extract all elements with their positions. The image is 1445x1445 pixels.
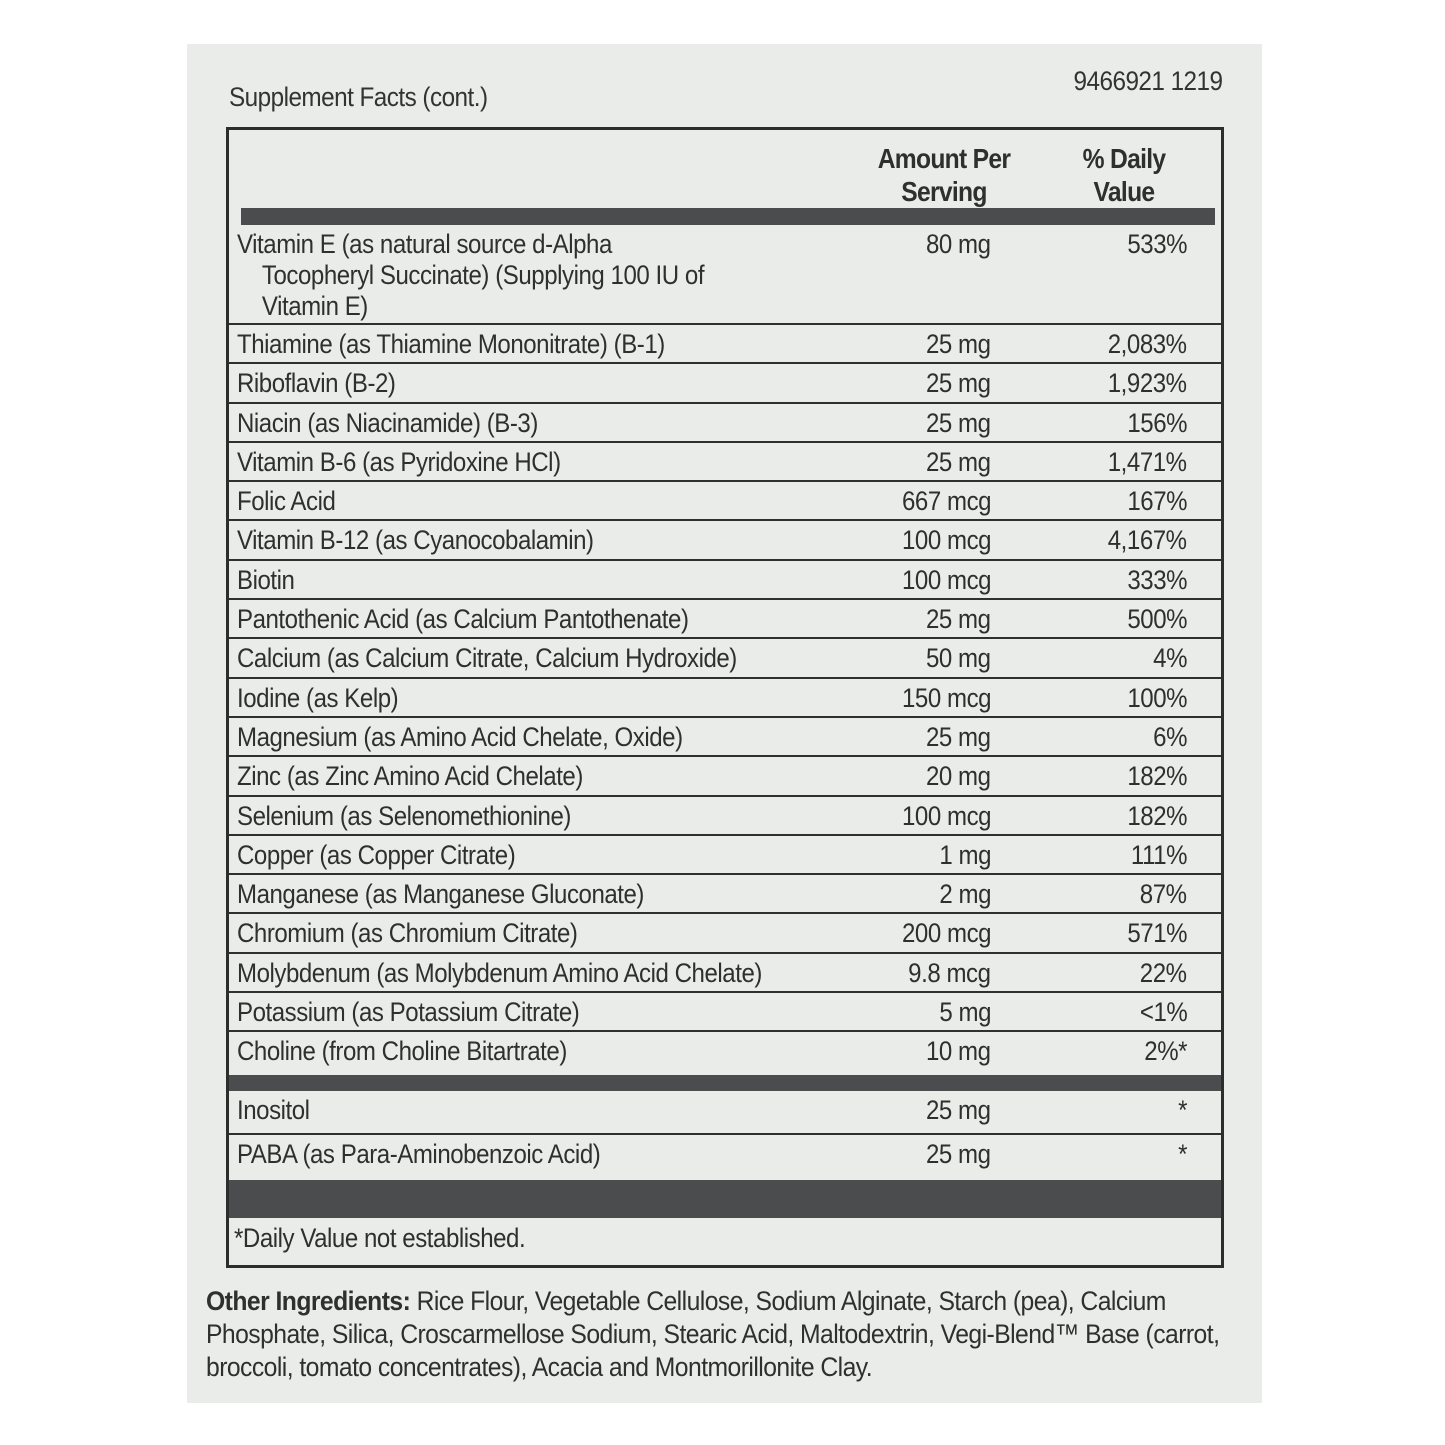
nutrient-name-line3: Vitamin E) bbox=[261, 291, 368, 321]
nutrient-name: PABA (as Para-Aminobenzoic Acid) bbox=[237, 1139, 601, 1169]
nutrient-name: Magnesium (as Amino Acid Chelate, Oxide) bbox=[237, 721, 683, 752]
table-row bbox=[229, 521, 1221, 560]
header-divider-bar bbox=[241, 208, 1215, 225]
nutrient-daily-value: 182% bbox=[1127, 800, 1187, 831]
nutrient-name: Iodine (as Kelp) bbox=[237, 682, 399, 713]
nutrient-daily-value: 156% bbox=[1127, 407, 1187, 438]
label-title: Supplement Facts (cont.) bbox=[229, 82, 488, 112]
table-row bbox=[229, 797, 1221, 836]
nutrient-name: Chromium (as Chromium Citrate) bbox=[237, 918, 578, 949]
nutrient-amount: 25 mg bbox=[926, 1095, 991, 1125]
nutrient-amount: 50 mg bbox=[926, 643, 991, 674]
nutrient-daily-value: 2%* bbox=[1144, 1036, 1187, 1067]
nutrient-amount: 1 mg bbox=[939, 839, 991, 870]
nutrient-name: Thiamine (as Thiamine Mononitrate) (B-1) bbox=[237, 329, 665, 359]
nutrient-amount: 25 mg bbox=[926, 604, 991, 635]
nutrient-name: Manganese (as Manganese Gluconate) bbox=[237, 879, 644, 910]
nutrient-amount: 25 mg bbox=[926, 368, 991, 399]
nutrient-daily-value: 6% bbox=[1153, 721, 1187, 752]
nutrient-name: Vitamin B-12 (as Cyanocobalamin) bbox=[237, 525, 594, 556]
nutrient-name: Choline (from Choline Bitartrate) bbox=[237, 1036, 567, 1067]
table-row bbox=[229, 914, 1221, 953]
other-ingredients-heading: Other Ingredients: bbox=[206, 1286, 411, 1316]
nutrient-daily-value: 4% bbox=[1153, 643, 1187, 674]
nutrient-name-line1: Vitamin E (as natural source d-Alpha bbox=[237, 229, 612, 259]
nutrient-amount: 25 mg bbox=[926, 1139, 991, 1169]
table-row bbox=[229, 325, 1221, 364]
nutrient-daily-value: 1,471% bbox=[1108, 446, 1187, 477]
table-row bbox=[229, 993, 1221, 1032]
nutrient-daily-value: 182% bbox=[1127, 761, 1187, 792]
nutrient-amount: 25 mg bbox=[926, 446, 991, 477]
nutrient-daily-value: 333% bbox=[1127, 564, 1187, 595]
nutrient-daily-value: 22% bbox=[1140, 957, 1187, 988]
nutrient-name: Zinc (as Zinc Amino Acid Chelate) bbox=[237, 761, 583, 792]
nutrient-amount: 25 mg bbox=[926, 407, 991, 438]
nutrient-daily-value: 100% bbox=[1127, 682, 1187, 713]
nutrient-amount: 100 mcg bbox=[901, 800, 991, 831]
other-ingredients bbox=[206, 1285, 1240, 1384]
footer-divider-bar bbox=[229, 1180, 1221, 1218]
table-row bbox=[229, 443, 1221, 482]
lot-code: 9466921 1219 bbox=[1073, 66, 1222, 96]
table-row bbox=[229, 1135, 1221, 1179]
column-header-amount-line1: Amount Per bbox=[877, 143, 1011, 174]
table-row bbox=[229, 718, 1221, 757]
nutrient-name-line2: Tocopheryl Succinate) (Supplying 100 IU of bbox=[261, 260, 705, 290]
table-row bbox=[229, 875, 1221, 914]
nutrient-amount: 150 mcg bbox=[901, 682, 991, 713]
nutrient-daily-value: * bbox=[1178, 1095, 1187, 1125]
nutrient-amount: 200 mcg bbox=[901, 918, 991, 949]
table-row bbox=[229, 225, 1221, 325]
nutrient-name: Vitamin B-6 (as Pyridoxine HCl) bbox=[237, 446, 561, 477]
nutrient-name: Molybdenum (as Molybdenum Amino Acid Chelate) bbox=[237, 957, 762, 988]
footnote: *Daily Value not established. bbox=[234, 1223, 526, 1253]
nutrient-name: Calcium (as Calcium Citrate, Calcium Hydroxide) bbox=[237, 643, 737, 674]
nutrient-rows bbox=[229, 225, 1221, 1072]
nutrient-name: Inositol bbox=[237, 1095, 310, 1125]
nutrient-amount: 9.8 mcg bbox=[908, 957, 991, 988]
nutrient-amount: 20 mg bbox=[926, 761, 991, 792]
column-header-amount-line2: Serving bbox=[901, 176, 987, 207]
nutrient-daily-value: 111% bbox=[1130, 839, 1187, 870]
column-header-dv-line1: % Daily bbox=[1082, 143, 1166, 174]
table-row bbox=[229, 364, 1221, 403]
column-header-dv-line2: Value bbox=[1093, 176, 1155, 207]
nutrient-name: Niacin (as Niacinamide) (B-3) bbox=[237, 407, 538, 438]
column-header-daily-value bbox=[1058, 142, 1190, 208]
nutrient-amount: 25 mg bbox=[926, 329, 991, 359]
nutrient-name: Folic Acid bbox=[237, 486, 336, 517]
other-ingredients-text: Rice Flour, Vegetable Cellulose, Sodium Alginate, Starch (pea), Calcium Phosphate, Silica, Croscarmellose Sodium, Stearic Acid, Maltodextrin, Vegi-Blend™ Base (carrot, broccoli, tomato concentrates), Acacia and Montmorillonite Clay. bbox=[206, 1286, 1220, 1382]
nutrient-amount: 5 mg bbox=[939, 997, 991, 1028]
supplement-facts-table bbox=[226, 127, 1224, 1268]
nutrient-daily-value: 167% bbox=[1127, 486, 1187, 517]
nutrient-name: Potassium (as Potassium Citrate) bbox=[237, 997, 580, 1028]
nutrient-amount: 2 mg bbox=[939, 879, 991, 910]
nutrient-name: Copper (as Copper Citrate) bbox=[237, 839, 516, 870]
nutrient-name: Selenium (as Selenomethionine) bbox=[237, 800, 571, 831]
nutrient-daily-value: 2,083% bbox=[1108, 329, 1187, 359]
table-row bbox=[229, 600, 1221, 639]
nutrient-daily-value: 533% bbox=[1127, 229, 1187, 259]
table-row bbox=[229, 679, 1221, 718]
column-header-amount bbox=[856, 142, 1032, 208]
table-row bbox=[229, 954, 1221, 993]
nutrient-amount: 667 mcg bbox=[901, 486, 991, 517]
nutrient-amount: 80 mg bbox=[926, 229, 991, 259]
table-row bbox=[229, 757, 1221, 796]
nutrient-daily-value: 1,923% bbox=[1108, 368, 1187, 399]
nutrient-daily-value: * bbox=[1178, 1139, 1187, 1169]
nutrient-daily-value: 571% bbox=[1127, 918, 1187, 949]
nutrient-amount: 100 mcg bbox=[901, 525, 991, 556]
nutrient-amount: 25 mg bbox=[926, 721, 991, 752]
table-row bbox=[229, 404, 1221, 443]
nutrient-amount: 100 mcg bbox=[901, 564, 991, 595]
nutrient-name: Pantothenic Acid (as Calcium Pantothenate) bbox=[237, 604, 689, 635]
table-row bbox=[229, 1032, 1221, 1071]
nutrient-daily-value: 500% bbox=[1127, 604, 1187, 635]
nutrient-name: Biotin bbox=[237, 564, 295, 595]
table-row bbox=[229, 836, 1221, 875]
nutrient-name: Riboflavin (B-2) bbox=[237, 368, 396, 399]
nutrient-daily-value: 87% bbox=[1140, 879, 1187, 910]
nutrient-amount: 10 mg bbox=[926, 1036, 991, 1067]
nutrient-daily-value: 4,167% bbox=[1108, 525, 1187, 556]
other-nutrient-rows bbox=[229, 1091, 1221, 1179]
supplement-label bbox=[187, 44, 1262, 1403]
table-row bbox=[229, 482, 1221, 521]
nutrient-name bbox=[237, 229, 704, 322]
table-row bbox=[229, 1091, 1221, 1135]
table-row bbox=[229, 561, 1221, 600]
section-divider-bar bbox=[229, 1075, 1221, 1091]
table-row bbox=[229, 639, 1221, 678]
nutrient-daily-value: <1% bbox=[1139, 997, 1187, 1028]
